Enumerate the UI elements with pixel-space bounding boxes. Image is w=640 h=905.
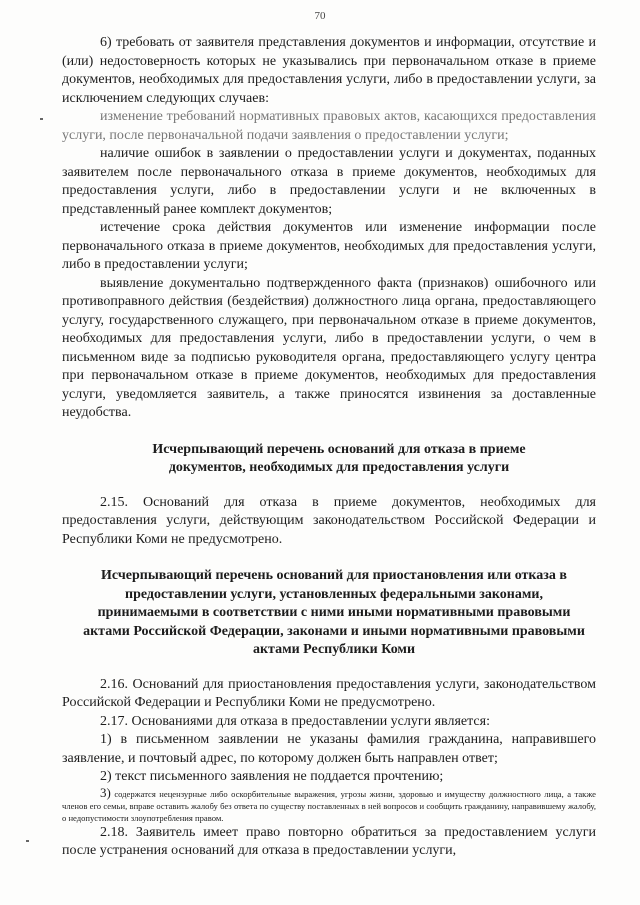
paragraph-exception-2: наличие ошибок в заявлении о предоставлении услуги и документах, поданных заявителем после первоначального отказа в приеме документов, необходимых для предоставления услуги, либо в предоставлении услуги и не включенных в представленный ранее комплект документов; <box>62 146 596 217</box>
paragraph-2-16: 2.16. Оснований для приостановления предоставления услуги, законодательством Российской Федерации и Республики Коми не предусмотрено. <box>62 676 596 710</box>
section-heading-suspension: Исчерпывающий перечень оснований для приостановления или отказа в предоставлении услуги, установленных федеральными законами, принимаемыми в соответствии с ними иными нормативными правовыми актами Российской Федерации, законами и иными нормативными правовыми актами Республики Коми <box>83 568 585 657</box>
list-item-3 <box>62 784 596 824</box>
scan-speck <box>40 118 43 120</box>
paragraph-item-6: 6) требовать от заявителя представления документов и информации, отсутствие и (или) недостоверность которых не указывались при первоначальном отказе в приеме документов, необходимых для предоставления услуги, либо в предоставлении услуги, за исключением следующих случаев: <box>62 35 596 106</box>
paragraph-exception-4: выявление документально подтвержденного факта (признаков) ошибочного или противоправного действия (бездействия) должностного лица органа, предоставляющего услугу, государственного служащего, при первоначальном отказе в приеме документов, необходимых для предоставления услуги, либо в предоставлении услуги, о чем в письменном виде за подписью руководителя органа, предоставляющего услугу центра при первоначальном отказе в приеме документов, необходимых для предоставления услуги, уведомляется заявитель, а также приносятся извинения за доставленные неудобства. <box>62 275 596 420</box>
page-number: 70 <box>314 10 326 22</box>
list-item-2: 2) текст письменного заявления не поддается прочтению; <box>100 769 444 784</box>
list-item-3-number: 3) <box>100 784 111 800</box>
scan-speck <box>26 840 29 842</box>
paragraph-2-18: 2.18. Заявитель имеет право повторно обратиться за предоставлением услуги после устранения оснований для отказа в предоставлении услуги, <box>62 824 596 858</box>
paragraph-2-15: 2.15. Оснований для отказа в приеме документов, необходимых для предоставления услуги, действующим законодательством Российской Федерации и Республики Коми не предусмотрено. <box>62 494 596 547</box>
document-body <box>62 34 596 861</box>
paragraph-exception-1: изменение требований нормативных правовых актов, касающихся предоставления услуги, после первоначальной подачи заявления о предоставлении услуги; <box>62 109 596 143</box>
section-heading-refusal-reception: Исчерпывающий перечень оснований для отказа в приеме документов, необходимых для предоставления услуги <box>152 441 526 475</box>
paragraph-exception-3: истечение срока действия документов или изменение информации после первоначального отказа в приеме документов, необходимых для предоставления услуги, либо в предоставлении услуги; <box>62 220 596 272</box>
list-item-3-text: содержатся нецензурные либо оскорбительные выражения, угрозы жизни, здоровью и имуществу должностного лица, а также членов его семьи, вправе оставить жалобу без ответа по существу поставленных в ней вопросов и сообщить гражданину, направившему жалобу, о недопустимости злоупотребления правом. <box>62 788 596 823</box>
paragraph-2-17: 2.17. Основаниями для отказа в предоставлении услуги является: <box>100 713 490 729</box>
list-item-1: 1) в письменном заявлении не указаны фамилия гражданина, направившего заявление, и почтовый адрес, по которому должен быть направлен ответ; <box>62 732 596 766</box>
